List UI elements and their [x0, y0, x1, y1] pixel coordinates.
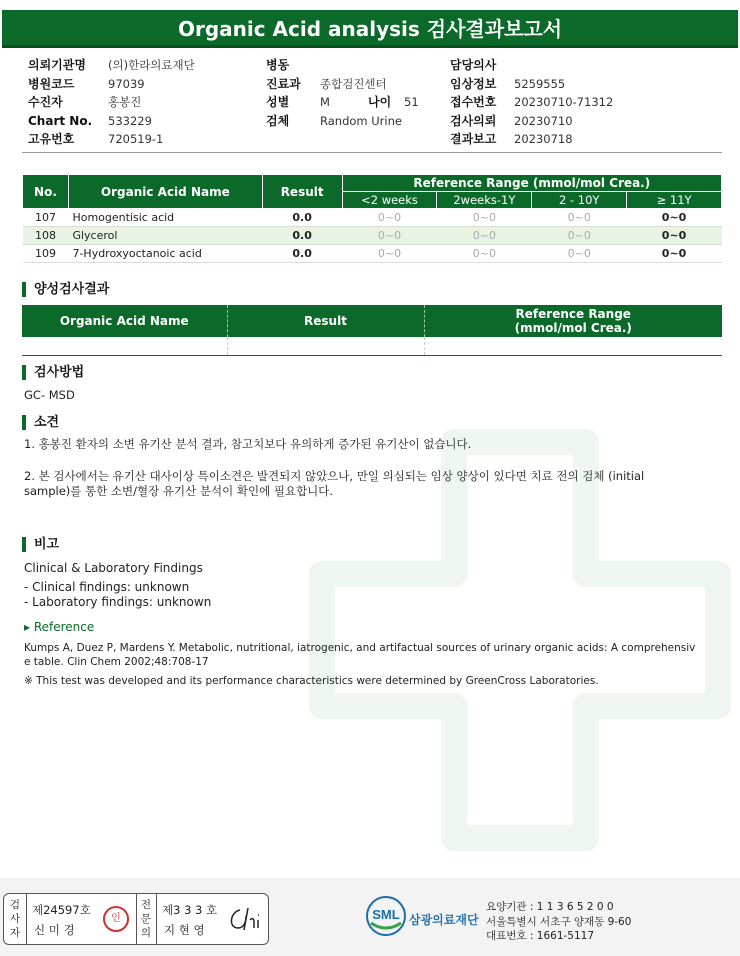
table-row	[22, 337, 722, 355]
patient-info-col1	[28, 56, 195, 149]
doctor-label: 전문의	[140, 899, 152, 939]
info-value: (의)한라의료재단	[108, 58, 195, 72]
report-title: Organic Acid analysis 검사결과보고서	[2, 10, 738, 48]
positive-results-table	[22, 305, 722, 356]
info-row	[450, 75, 613, 94]
cell-ref: 0~0	[342, 227, 437, 245]
header-no: No.	[23, 175, 69, 209]
reference-heading: ▸ Reference	[24, 620, 95, 634]
table-row	[23, 227, 722, 245]
remarks-line-2: - Clinical findings: unknown	[24, 580, 190, 594]
info-value: 종합검진센터	[320, 76, 387, 91]
info-value: 20230710-71312	[514, 95, 614, 109]
cell-result: 0.0	[262, 245, 342, 263]
info-row	[450, 93, 613, 112]
info-label: 진료과	[266, 76, 301, 91]
info-label: 수진자	[28, 95, 63, 109]
section-title-remarks: 비고	[22, 537, 59, 552]
cell-no: 109	[23, 245, 69, 263]
header-name: Organic Acid Name	[22, 305, 227, 337]
info-label: 임상정보	[450, 76, 497, 91]
cell-name: Homogentisic acid	[68, 209, 262, 227]
cell-no: 108	[23, 227, 69, 245]
remarks-line-1: Clinical & Laboratory Findings	[24, 561, 203, 575]
cell-result: 0.0	[262, 209, 342, 227]
header-reference: Reference Range (mmol/mol Crea.)	[342, 175, 721, 192]
subheader-age: ≥ 11Y	[627, 192, 722, 209]
cell-ref: 0~0	[437, 245, 532, 263]
info-row	[28, 75, 195, 94]
tester-label: 검사자	[9, 899, 21, 939]
patient-info-col3	[450, 56, 613, 149]
subheader-age: 2weeks-1Y	[437, 192, 532, 209]
cell-ref: 0~0	[342, 245, 437, 263]
info-label: 고유번호	[28, 132, 75, 146]
subheader-age: <2 weeks	[342, 192, 437, 209]
header-result: Result	[262, 175, 342, 209]
header-reference	[424, 305, 722, 337]
info-value: 97039	[108, 76, 145, 91]
info-value: Random Urine	[320, 113, 402, 128]
company-code: 요양기관 : 1 1 3 6 5 2 0 0	[486, 901, 614, 913]
opinion-line-2a: 2. 본 검사에서는 유기산 대사이상 특이소견은 발견되지 않았으나, 만일 의심되는 임상 양상이 있다면 치료 전의 검체 (initial	[24, 469, 645, 483]
section-title-positive: 양성검사결과	[22, 282, 109, 297]
cell-ref: 0~0	[532, 227, 627, 245]
info-label: 담당의사	[450, 58, 497, 72]
info-label: 의뢰기관명	[28, 58, 86, 72]
info-row	[450, 130, 613, 149]
info-row	[450, 112, 613, 131]
cell-name: Glycerol	[68, 227, 262, 245]
info-row	[266, 93, 419, 112]
info-label: Chart No.	[28, 113, 93, 128]
company-phone: 대표번호 : 1661-5117	[486, 930, 595, 942]
info-value: 홍봉진	[108, 95, 142, 109]
tester-id: 제24597호	[32, 903, 91, 917]
header-ref-line: (mmol/mol Crea.)	[514, 321, 632, 335]
info-row	[28, 56, 195, 75]
info-value: M	[320, 95, 330, 109]
doctor-id: 제3 3 3 호	[162, 903, 218, 917]
watermark-cross	[300, 420, 740, 860]
info-value: 720519-1	[108, 132, 164, 146]
remarks-line-3: - Laboratory findings: unknown	[24, 595, 212, 609]
info-row	[28, 112, 195, 131]
doctor-name: 지 현 영	[164, 923, 205, 937]
info-label: 성별	[266, 95, 290, 109]
header-ref-line: Reference Range	[515, 307, 631, 321]
cell-result: 0.0	[262, 227, 342, 245]
divider	[22, 152, 722, 153]
info-label: 접수번호	[450, 95, 497, 109]
subheader-age: 2 - 10Y	[532, 192, 627, 209]
cell-ref: 0~0	[532, 245, 627, 263]
info-value: 20230718	[514, 132, 573, 146]
cell-ref: 0~0	[627, 227, 722, 245]
info-row	[266, 56, 419, 75]
opinion-line-2b: sample)를 통한 소변/혈장 유기산 분석이 확인에 필요합니다.	[24, 484, 334, 498]
age-value: 51	[404, 95, 419, 109]
info-row	[266, 75, 419, 94]
signature-scribble	[226, 904, 264, 934]
tester-name: 신 미 경	[34, 923, 75, 937]
results-table	[22, 174, 722, 263]
cell-ref: 0~0	[437, 227, 532, 245]
info-label: 결과보고	[450, 132, 497, 146]
company-name: 삼광의료재단	[409, 913, 479, 927]
svg-text:SML: SML	[372, 907, 400, 922]
reference-line-1: Kumps A, Duez P, Mardens Y. Metabolic, nutritional, iatrogenic, and artifactual sources of urinary organic acids: A comprehensiv	[24, 642, 696, 654]
info-label: 검사의뢰	[450, 113, 497, 128]
info-label: 병동	[266, 58, 290, 72]
age-label: 나이	[368, 95, 392, 109]
signature-box	[3, 893, 269, 945]
info-value: 533229	[108, 113, 152, 128]
info-row	[28, 93, 195, 112]
cell-ref: 0~0	[342, 209, 437, 227]
table-row	[23, 245, 722, 263]
info-row	[28, 130, 195, 149]
cell-ref: 0~0	[627, 209, 722, 227]
info-label: 검체	[266, 113, 290, 128]
company-logo	[365, 895, 407, 937]
header-result: Result	[227, 305, 424, 337]
opinion-line-1: 1. 홍봉진 환자의 소변 유기산 분석 결과, 참고치보다 유의하게 증가된 유기산이 없습니다.	[24, 437, 472, 451]
section-title-method: 검사방법	[22, 365, 84, 380]
cell-name: 7-Hydroxyoctanoic acid	[68, 245, 262, 263]
header-name: Organic Acid Name	[68, 175, 262, 209]
cell-ref: 0~0	[627, 245, 722, 263]
info-row	[450, 56, 613, 75]
section-title-opinion: 소견	[22, 415, 59, 430]
reference-line-2: e table. Clin Chem 2002;48:708-17	[24, 656, 209, 668]
table-row	[23, 209, 722, 227]
cell-no: 107	[23, 209, 69, 227]
cell-ref: 0~0	[532, 209, 627, 227]
method-text: GC- MSD	[24, 388, 75, 402]
info-value: 5259555	[514, 76, 566, 91]
info-label: 병원코드	[28, 76, 75, 91]
company-address: 서울특별시 서초구 양재동 9-60	[486, 915, 632, 928]
info-row	[266, 112, 419, 131]
company-address-block	[486, 900, 631, 944]
cell-ref: 0~0	[437, 209, 532, 227]
reference-note: ※ This test was developed and its performance characteristics were determined by GreenCross Laboratories.	[24, 675, 599, 687]
seal-stamp: 인	[103, 906, 129, 932]
patient-info-col2	[266, 56, 419, 130]
info-value: 20230710	[514, 113, 573, 128]
